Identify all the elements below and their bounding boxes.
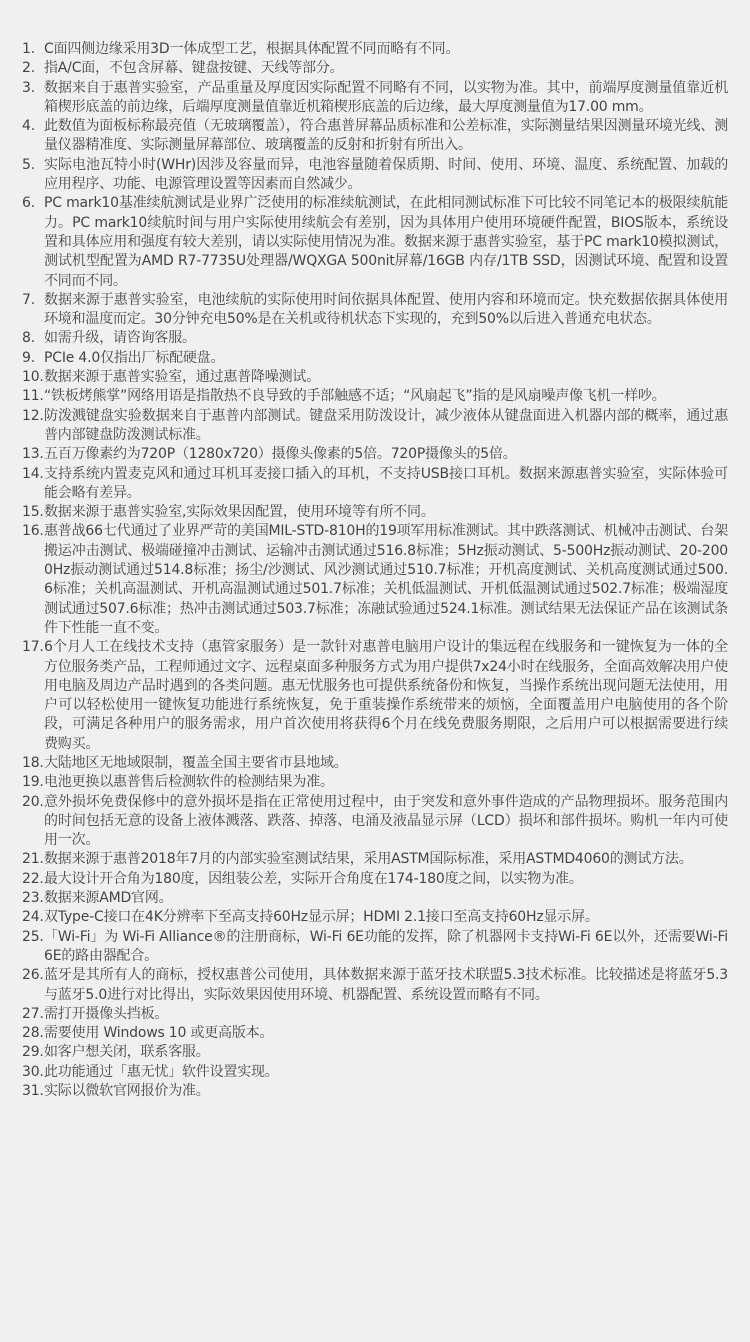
footnote-item [22, 793, 728, 851]
footnote-number: 15. [22, 504, 44, 521]
footnote-text: 数据来源于惠普2018年7月的内部实验室测试结果，采用ASTM国际标准，采用ASTMD4060的测试方法。 [44, 851, 693, 868]
footnote-text: “铁板烤熊掌”网络用语是指散热不良导致的手部触感不适；“风扇起飞”指的是风扇噪声像飞机一样吵。 [44, 388, 666, 405]
footnote-number: 8. [22, 330, 35, 347]
footnote-number: 16. [22, 523, 44, 540]
footnote-number: 18. [22, 754, 44, 771]
footnote-number: 25. [22, 928, 44, 945]
footnote-item [22, 291, 728, 330]
footnote-text: C面四侧边缘采用3D一体成型工艺，根据具体配置不同而略有不同。 [44, 41, 460, 57]
footnote-text: 此数值为面板标称最亮值（无玻璃覆盖），符合惠普屏幕品质标准和公差标准，实际测量结果因测量环境光线、测量仪器精准度、实际测量屏幕部位、玻璃覆盖的反射和折射有所出入。 [44, 118, 728, 154]
footnote-item [22, 387, 728, 406]
footnote-number: 13. [22, 446, 44, 463]
footnote-number: 26. [22, 967, 44, 984]
footnote-text: 此功能通过「惠无忧」软件设置实现。 [44, 1063, 279, 1080]
footnote-number: 27. [22, 1005, 44, 1022]
footnote-text: 数据来源AMD官网。 [44, 890, 173, 907]
footnote-number: 11. [22, 388, 44, 405]
footnote-item [22, 1043, 728, 1062]
footnote-text: 指A/C面，不包含屏幕、键盘按键、天线等部分。 [44, 60, 344, 77]
footnote-list [22, 40, 728, 1101]
footnote-number: 1. [22, 41, 35, 57]
footnote-item [22, 194, 728, 290]
footnote-item [22, 889, 728, 908]
footnote-item [22, 928, 728, 967]
footnote-item [22, 1024, 728, 1043]
footnote-text: 6个月人工在线技术支持（惠管家服务）是一款针对惠普电脑用户设计的集远程在线服务和一键恢复为一体的全方位服务类产品，工程师通过文字、远程桌面多种服务方式为用户提供7x24小时在线服务，全面高效解决用户使用电脑及周边产品时遇到的各类问题。惠无忧服务也可提供系统备份和恢复，当操作系统出现问题无法使用，用户可以轻松使用一键恢复功能进行系统恢复，免于重装操作系统带来的烦恼，全面覆盖用户电脑使用的各个阶段，可满足各种用户的服务需求，用户首次使用将获得6个月在线免费服务期限，之后用户可以根据需要进行续费购买。 [44, 639, 728, 752]
footnote-text: 大陆地区无地域限制，覆盖全国主要省市县地域。 [44, 754, 348, 771]
footnote-number: 20. [22, 793, 44, 810]
footnote-item [22, 445, 728, 464]
footnote-text: 如客户想关闭，联系客服。 [44, 1044, 210, 1061]
footnote-text: 五百万像素约为720P（1280x720）摄像头像素的5倍。720P摄像头的5倍。 [44, 446, 517, 463]
footnote-number: 9. [22, 349, 35, 366]
footnote-number: 19. [22, 774, 44, 791]
footnote-text: 支持系统内置麦克风和通过耳机耳麦接口插入的耳机，不支持USB接口耳机。数据来源惠普实验室，实际体验可能会略有差异。 [44, 465, 728, 501]
footnote-item [22, 1063, 728, 1082]
footnote-number: 23. [22, 890, 44, 907]
footnote-number: 7. [22, 291, 35, 308]
footnote-number: 29. [22, 1044, 44, 1061]
footnote-text: 需打开摄像头挡板。 [44, 1005, 169, 1022]
footnote-number: 5. [22, 156, 35, 173]
footnote-text: 「Wi-Fi」为 Wi-Fi Alliance®的注册商标，Wi-Fi 6E功能的发挥，除了机器网卡支持Wi-Fi 6E以外，还需要Wi-Fi 6E的路由器配合。 [44, 928, 728, 964]
footnote-text: PCIe 4.0仅指出厂标配硬盘。 [44, 349, 225, 366]
footnote-text: 数据来源于惠普实验室，电池续航的实际使用时间依据具体配置、使用内容和环境而定。快充数据依据具体使用环境和温度而定。30分钟充电50%是在关机或待机状态下实现的，充到50%以后进入普通充电状态。 [44, 291, 728, 328]
footnote-number: 14. [22, 465, 44, 482]
footnote-text: 实际电池瓦特小时(WHr)因涉及容量而异，电池容量随着保质期、时间、使用、环境、温度、系统配置、加载的应用程序、功能、电源管理设置等因素而自然减少。 [44, 156, 728, 193]
footnote-item [22, 966, 728, 1005]
footnote-text: 防泼溅键盘实验数据来自于惠普内部测试。键盘采用防泼设计，减少液体从键盘面进入机器内部的概率，通过惠普内部键盘防泼测试标准。 [44, 407, 728, 443]
footnote-number: 22. [22, 870, 44, 887]
footnote-number: 31. [22, 1083, 44, 1100]
footnote-text: 需要使用 Windows 10 或更高版本。 [44, 1025, 274, 1042]
footnote-text: 如需升级，请咨询客服。 [44, 330, 196, 347]
footnote-number: 2. [22, 60, 35, 77]
footnote-item [22, 329, 728, 348]
footnote-item [22, 870, 728, 889]
footnote-item [22, 773, 728, 792]
footnote-number: 6. [22, 195, 35, 212]
footnote-item [22, 79, 728, 118]
footnote-item [22, 1005, 728, 1024]
footnote-item [22, 522, 728, 638]
footnote-number: 3. [22, 79, 35, 96]
footnote-text: 最大设计开合角为180度，因组装公差，实际开合角度在174-180度之间，以实物为准。 [44, 870, 583, 887]
footnote-number: 4. [22, 118, 35, 135]
footnote-text: 数据来源于惠普实验室，通过惠普降噪测试。 [44, 369, 320, 386]
footnote-number: 17. [22, 639, 44, 656]
footnote-item [22, 503, 728, 522]
footnote-text: 电池更换以惠普售后检测软件的检测结果为准。 [44, 774, 334, 791]
footnote-item [22, 156, 728, 195]
footnote-item [22, 59, 728, 78]
footnote-number: 10. [22, 369, 44, 386]
footnote-item [22, 754, 728, 773]
footnote-item [22, 407, 728, 446]
footnote-item [22, 349, 728, 368]
footnote-item [22, 1082, 728, 1101]
footnote-item [22, 908, 728, 927]
footnote-item [22, 638, 728, 754]
footnote-item [22, 368, 728, 387]
footnote-number: 30. [22, 1063, 44, 1080]
footnote-text: 蓝牙是其所有人的商标，授权惠普公司使用，具体数据来源于蓝牙技术联盟5.3技术标准。比较描述是将蓝牙5.3与蓝牙5.0进行对比得出，实际效果因使用环境、机器配置、系统设置而略有不同。 [44, 967, 728, 1003]
footnote-item [22, 117, 728, 156]
footnote-text: 数据来源于惠普实验室,实际效果因配置，使用环境等有所不同。 [44, 504, 435, 521]
footnote-text: 实际以微软官网报价为准。 [44, 1083, 210, 1100]
footnote-text: 数据来自于惠普实验室，产品重量及厚度因实际配置不同略有不同，以实物为准。其中，前端厚度测量值靠近机箱楔形底盖的前边缘，后端厚度测量值靠近机箱楔形底盖的后边缘，最大厚度测量值为17.00 mm。 [44, 79, 728, 115]
footnote-item [22, 465, 728, 504]
footnote-number: 24. [22, 909, 44, 926]
footnote-item [22, 40, 728, 59]
footnote-number: 21. [22, 851, 44, 868]
footnote-text: 双Type-C接口在4K分辨率下至高支持60Hz显示屏；HDMI 2.1接口至高支持60Hz显示屏。 [44, 909, 599, 926]
footnote-text: 意外损坏免费保修中的意外损坏是指在正常使用过程中，由于突发和意外事件造成的产品物理损坏。服务范围内的时间包括无意的设备上液体溅落、跌落、掉落、电涌及液晶显示屏（LCD）损坏和部件损坏。购机一年内可使用一次。 [44, 793, 728, 849]
footnote-text: PC mark10基准续航测试是业界广泛使用的标准续航测试，在此相同测试标准下可比较不同笔记本的极限续航能力。PC mark10续航时间与用户实际使用续航会有差别，因为具体用户使用环境硬件配置，BIOS版本，系统设置和具体应用和强度有较大差别，请以实际使用情况为准。数据来源于惠普实验室，基于PC mark10模拟测试，测试机型配置为AMD R7-7735U处理器/WQXGA 500nit屏幕/16GB 内存/1TB SSD，因测试环境、配置和设置不同而不同。 [44, 195, 728, 289]
footnote-number: 12. [22, 407, 44, 424]
footnote-item [22, 850, 728, 869]
footnote-number: 28. [22, 1025, 44, 1042]
footnote-text: 惠普战66七代通过了业界严苛的美国MIL-STD-810H的19项军用标准测试。其中跌落测试、机械冲击测试、台架搬运冲击测试、极端碰撞冲击测试、运输冲击测试通过516.8标准；5Hz振动测试、5-500Hz振动测试、20-2000Hz振动测试通过514.8标准；扬尘/沙测试、风沙测试通过510.7标准；开机高度测试、关机高度测试通过500.6标准；关机高温测试、开机高温测试通过501.7标准；关机低温测试、开机低温测试通过502.7标准；极端湿度测试通过507.6标准；热冲击测试通过503.7标准；冻融试验通过524.1标准。测试结果无法保证产品在该测试条件下性能一直不变。 [44, 523, 728, 636]
